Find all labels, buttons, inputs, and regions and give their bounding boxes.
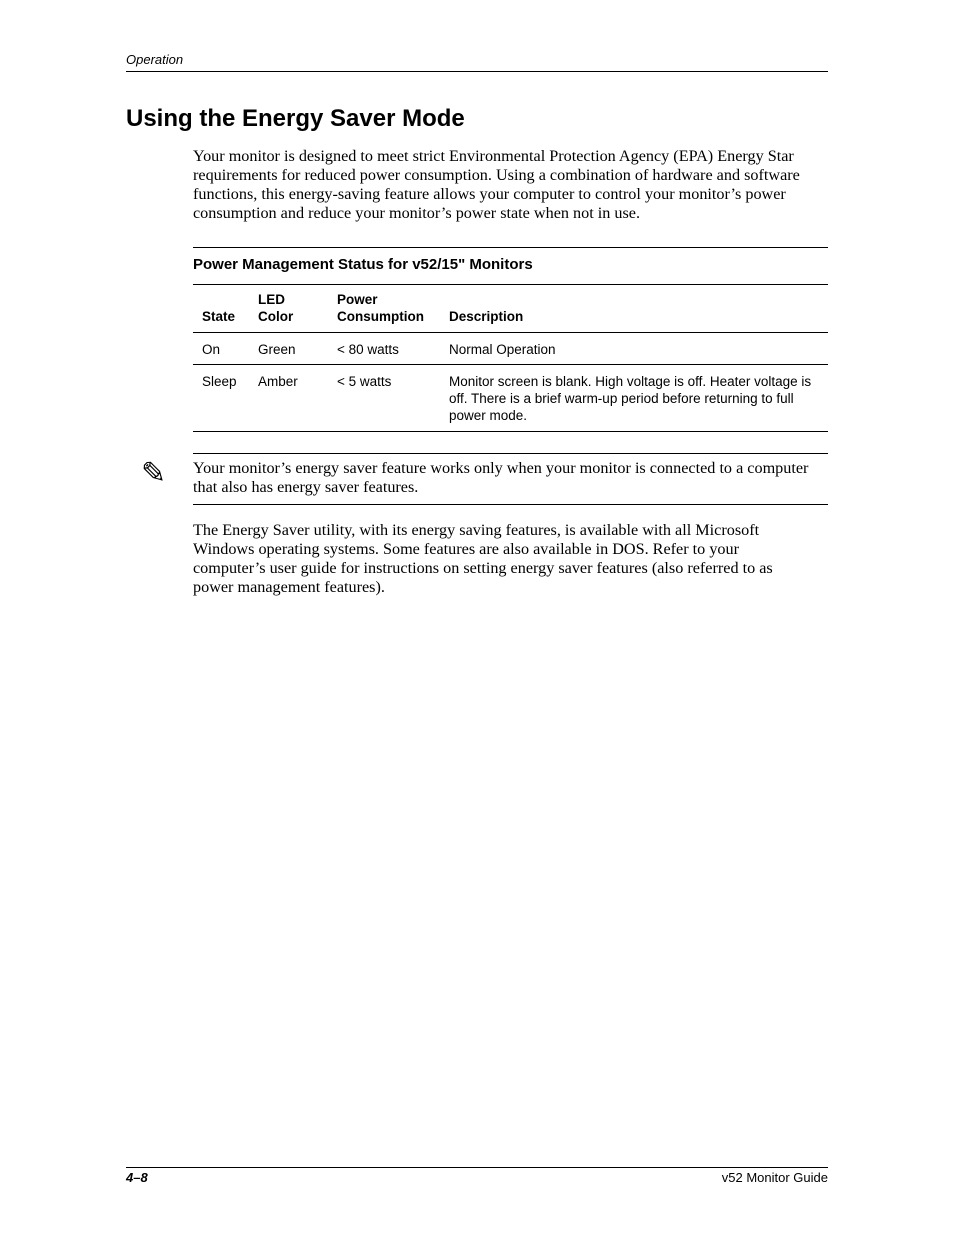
power-management-table: [193, 285, 828, 432]
energy-saver-paragraph: The Energy Saver utility, with its energy saving features, is available with all Microsoft Windows operating systems. Some features are also available in DOS. Refer to your computer’s user guide for instructions on setting energy saver features (also referred to as power management features).: [193, 521, 773, 596]
note-top-rule: [193, 453, 828, 454]
header-power-line2: Consumption: [337, 309, 424, 324]
table-top-rule: [193, 247, 828, 248]
pencil-note-icon: ✎: [141, 457, 167, 490]
footer-rule: [126, 1167, 828, 1168]
header-state-label: State: [202, 309, 236, 324]
intro-paragraph: Your monitor is designed to meet strict Environmental Protection Agency (EPA) Energy Star requirements for reduced power consumption. Using a combination of hardware and software functions, this energy-saving feature allows your computer to control your monitor’s power consumption and reduce your monitor’s power state when not in use.: [193, 147, 800, 222]
page-number: 4–8: [126, 1170, 148, 1185]
table-caption: Power Management Status for v52/15" Monitors: [193, 256, 533, 273]
header-power-line1: Power: [337, 292, 378, 307]
header-state: [193, 285, 258, 333]
table-row: [193, 365, 828, 432]
cell-description: Monitor screen is blank. High voltage is off. Heater voltage is off. There is a brief warm-up period before returning to full power mode.: [449, 365, 828, 432]
cell-led-color: Amber: [258, 365, 337, 432]
running-header: Operation: [126, 52, 184, 67]
table-row: [193, 333, 828, 365]
header-led-line2: Color: [258, 309, 294, 324]
header-description: [449, 285, 828, 333]
table-header-row: [193, 285, 828, 333]
page-title: Using the Energy Saver Mode: [126, 105, 465, 132]
header-description-label: Description: [449, 309, 524, 324]
guide-title: v52 Monitor Guide: [721, 1170, 828, 1185]
cell-led-color: Green: [258, 333, 337, 365]
header-led-line1: LED: [258, 292, 285, 307]
header-led-color: [258, 285, 337, 333]
note-bottom-rule: [193, 504, 828, 505]
cell-description: Normal Operation: [449, 333, 828, 365]
cell-state: Sleep: [193, 365, 258, 432]
cell-power: < 80 watts: [337, 333, 449, 365]
cell-power: < 5 watts: [337, 365, 449, 432]
note-text: Your monitor’s energy saver feature works only when your monitor is connected to a computer that also has energy saver features.: [193, 459, 809, 496]
header-rule: [126, 71, 828, 72]
header-power-consumption: [337, 285, 449, 333]
cell-state: On: [193, 333, 258, 365]
